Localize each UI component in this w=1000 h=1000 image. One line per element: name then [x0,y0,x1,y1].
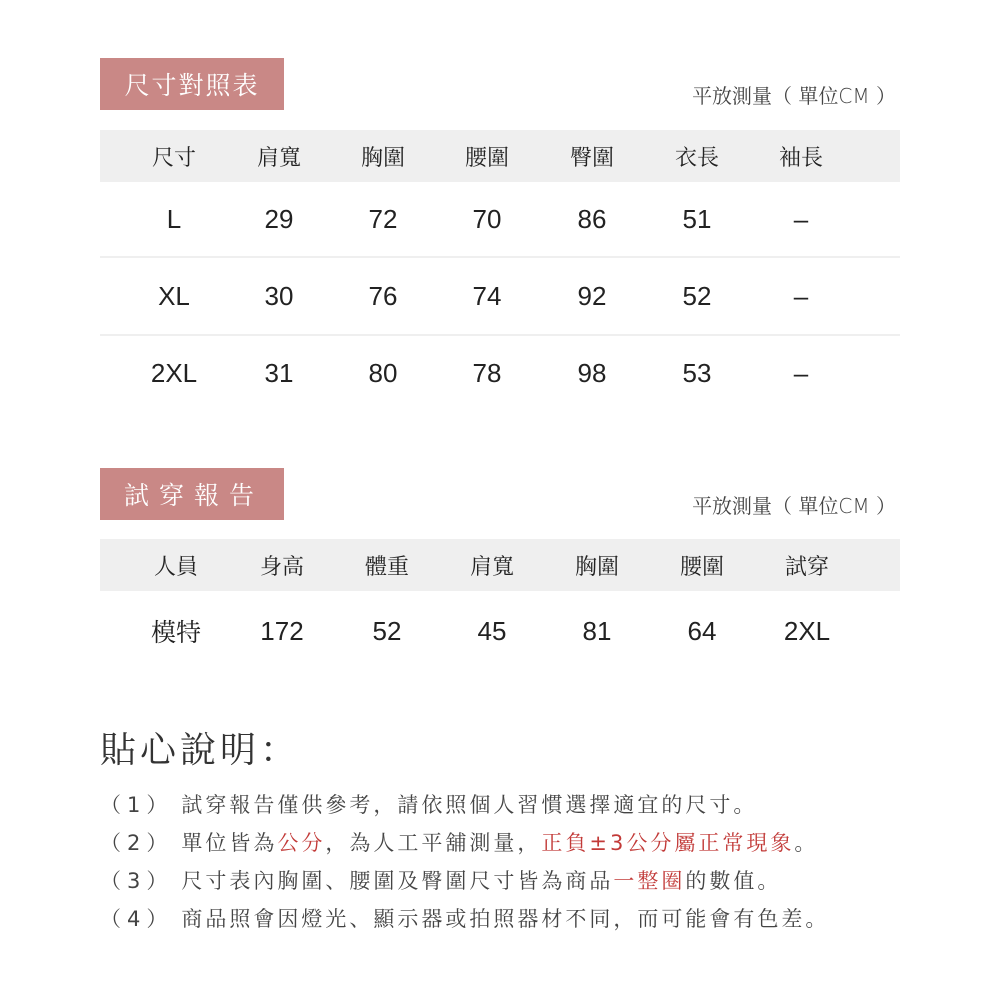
length-cell: 53 [682,357,712,388]
header-cell: 試穿 [784,554,829,580]
header-cell: 腰圍 [679,554,724,580]
waist-cell: 74 [472,280,502,311]
size-chart-section [100,58,900,398]
sleeve-cell: – [793,280,809,311]
chest-cell: 80 [368,357,398,388]
hip-cell: 98 [577,357,607,388]
note-text: ，為人工平舖測量， [325,831,542,855]
table-row [100,182,900,258]
length-cell: 52 [682,280,712,311]
shoulder-cell: 31 [264,357,294,388]
header-cell: 肩寬 [469,554,514,580]
size-chart-unit-note: 平放測量（ 單位CM ） [692,84,896,108]
header-cell: 衣長 [674,145,719,171]
size-chart-header-row [100,130,900,182]
person-cell: 模特 [150,618,201,647]
note-highlight: 一整圈 [613,869,686,893]
header-cell: 尺寸 [151,145,196,171]
note-index: （2） [100,831,174,855]
header-cell: 臀圍 [569,145,614,171]
waist-cell: 70 [472,203,502,234]
header-cell: 體重 [364,554,409,580]
header-cell: 胸圍 [574,554,619,580]
chest-cell: 76 [368,280,398,311]
note-text: 單位皆為 [181,831,278,855]
header-cell: 腰圍 [464,145,509,171]
notes-title: 貼心說明： [100,730,301,771]
size-cell: L [166,203,182,234]
fit-report-section [100,468,900,668]
note-item [100,824,920,862]
fit-report-title: 試穿報告 [100,468,284,520]
header-cell: 人員 [153,554,198,580]
note-item [100,862,920,900]
hip-cell: 92 [577,280,607,311]
waist-cell: 78 [472,357,502,388]
table-row [100,336,900,410]
note-index: （3） [100,869,174,893]
waist-cell: 64 [687,615,717,646]
chest-cell: 72 [368,203,398,234]
shoulder-cell: 29 [264,203,294,234]
chest-cell: 81 [582,615,612,646]
length-cell: 51 [682,203,712,234]
header-cell: 袖長 [778,145,823,171]
weight-cell: 52 [372,615,402,646]
note-text: 的數值。 [685,869,782,893]
note-item [100,900,920,938]
header-cell: 胸圍 [360,145,405,171]
note-index: （4） [100,907,174,931]
size-chart-table [100,130,900,410]
table-row [100,591,900,671]
note-item [100,786,920,824]
note-highlight: 正負±3公分屬正常現象 [541,831,795,855]
note-index: （1） [100,793,174,817]
height-cell: 172 [260,615,304,646]
size-cell: XL [158,280,190,311]
header-cell: 肩寬 [256,145,301,171]
size-chart-title: 尺寸對照表 [100,58,284,110]
fit-report-unit-note: 平放測量（ 單位CM ） [692,494,896,518]
table-row [100,258,900,336]
fit-size-cell: 2XL [783,615,831,646]
sleeve-cell: – [793,203,809,234]
size-cell: 2XL [150,357,198,388]
shoulder-cell: 30 [264,280,294,311]
fit-report-table [100,539,900,671]
notes-list [100,786,920,938]
note-highlight: 公分 [277,831,326,855]
header-cell: 身高 [259,554,304,580]
note-text: 尺寸表內胸圍、腰圍及臀圍尺寸皆為商品 [181,869,614,893]
note-text: 試穿報告僅供參考，請依照個人習慣選擇適宜的尺寸。 [181,793,758,817]
note-text: 商品照會因燈光、顯示器或拍照器材不同，而可能會有色差。 [181,907,830,931]
fit-report-header-row [100,539,900,591]
hip-cell: 86 [577,203,607,234]
note-text: 。 [794,831,819,855]
shoulder-cell: 45 [477,615,507,646]
sleeve-cell: – [793,357,809,388]
